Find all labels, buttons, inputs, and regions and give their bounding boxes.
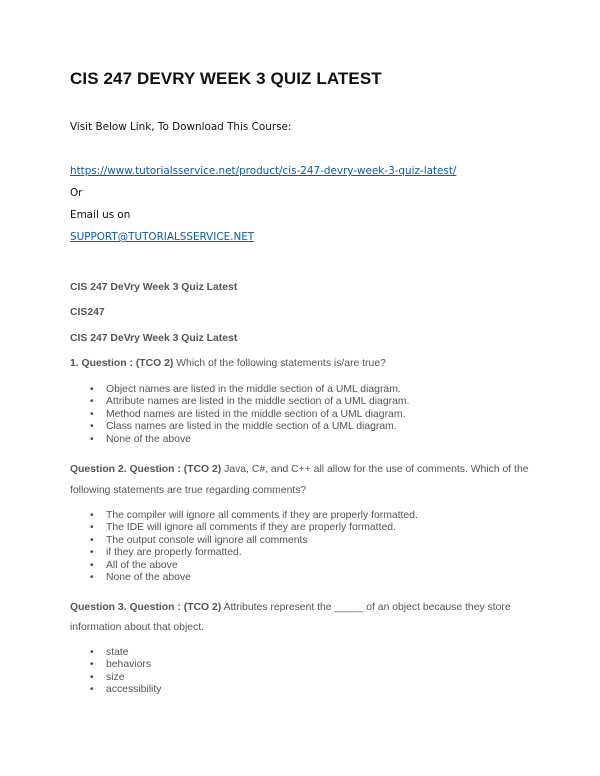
course-link-line (70, 165, 456, 177)
option-item: • All of the above (90, 560, 418, 572)
question-1-options (90, 384, 409, 446)
email-link-line (70, 231, 254, 243)
option-item: • Method names are listed in the middle section of a UML diagram. (90, 409, 409, 421)
option-item: • None of the above (90, 434, 409, 446)
option-item: • state (90, 647, 161, 659)
subtitle-1: CIS 247 DeVry Week 3 Quiz Latest (70, 282, 238, 293)
question-label: Question 3. Question : (TCO 2) (70, 602, 222, 613)
course-code: CIS247 (70, 307, 105, 318)
option-item: • Attribute names are listed in the middle section of a UML diagram. (90, 396, 409, 408)
question-3-options (90, 647, 161, 697)
email-text: Email us on (70, 209, 131, 221)
option-item: • accessibility (90, 684, 161, 696)
question-1 (70, 358, 386, 369)
option-item: • Class names are listed in the middle section of a UML diagram. (90, 421, 409, 433)
question-3-text-continued: information about that object. (70, 622, 205, 633)
question-2-text-continued: following statements are true regarding comments? (70, 485, 307, 496)
option-item: • The IDE will ignore all comments if they are properly formatted. (90, 522, 418, 534)
option-item: • behaviors (90, 659, 161, 671)
course-download-link[interactable]: https://www.tutorialsservice.net/product/cis-247-devry-week-3-quiz-latest/ (70, 165, 457, 177)
support-email-link[interactable]: SUPPORT@TUTORIALSSERVICE.NET (70, 231, 255, 243)
page-title: CIS 247 DEVRY WEEK 3 QUIZ LATEST (70, 69, 382, 88)
option-item: • Object names are listed in the middle section of a UML diagram. (90, 384, 409, 396)
option-item: • None of the above (90, 572, 418, 584)
option-item: • size (90, 672, 161, 684)
visit-text: Visit Below Link, To Download This Course: (70, 121, 292, 133)
subtitle-2: CIS 247 DeVry Week 3 Quiz Latest (70, 333, 238, 344)
question-3 (70, 602, 511, 613)
or-text: Or (70, 187, 83, 199)
question-text: Which of the following statements is/are true? (176, 358, 386, 369)
option-item: • if they are properly formatted. (90, 547, 418, 559)
question-label: Question 2. Question : (TCO 2) (70, 464, 222, 475)
question-2-options (90, 510, 418, 584)
question-text: Attributes represent the _____ of an object because they store (223, 602, 511, 613)
question-label: 1. Question : (TCO 2) (70, 358, 174, 369)
option-item: • The output console will ignore all comments (90, 535, 418, 547)
option-item: • The compiler will ignore all comments if they are properly formatted. (90, 510, 418, 522)
question-text: Java, C#, and C++ all allow for the use of comments. Which of the (224, 464, 529, 475)
question-2 (70, 464, 529, 475)
